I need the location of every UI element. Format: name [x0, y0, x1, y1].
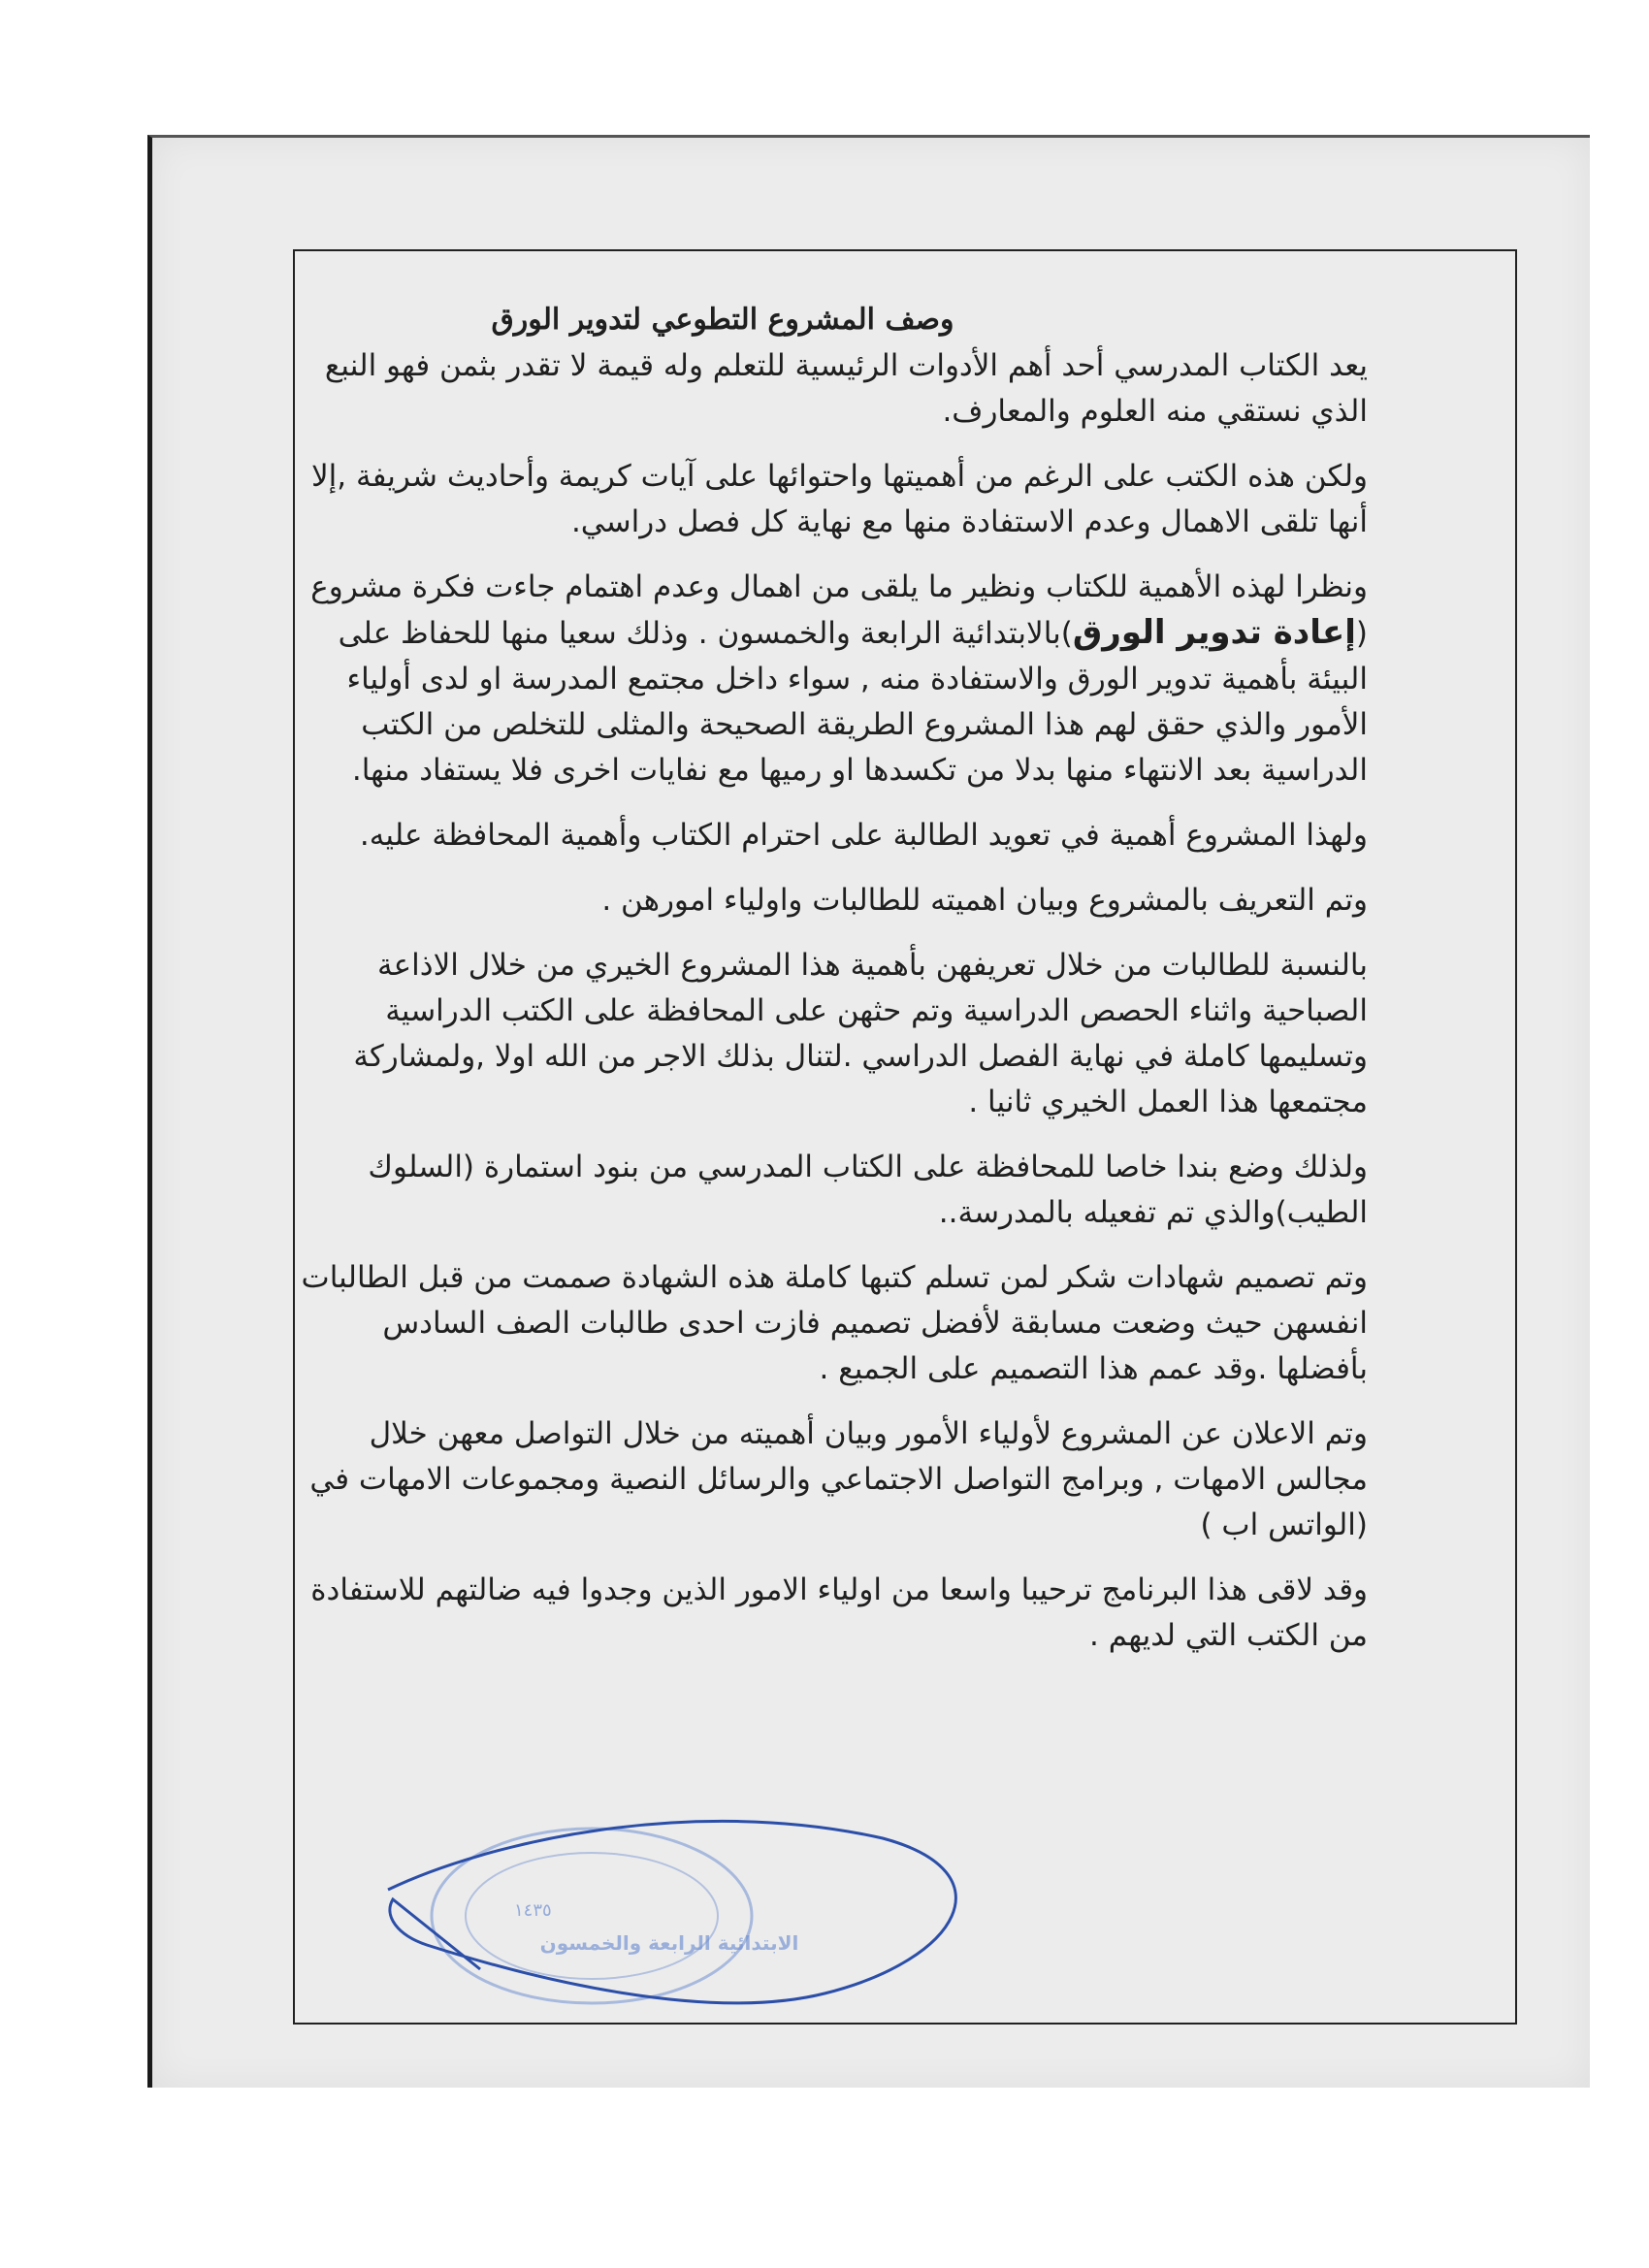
school-stamp — [369, 1804, 1009, 2076]
paragraph-10: وقد لاقى هذا البرنامج ترحيبا واسعا من اولياء الامور الذين وجدوا فيه ضالتهم للاستفادة من الكتب التي لديهم . — [310, 1572, 1368, 1653]
paragraph-3-intro: ونظرا لهذه الأهمية للكتاب ونظير ما يلقى من اهمال وعدم اهتمام جاءت فكرة مشروع ( — [310, 569, 1368, 651]
paragraph-1: يعد الكتاب المدرسي أحد أهم الأدوات الرئيسية للتعلم وله قيمة لا تقدر بثمن فهو النبع الذي نستقي منه العلوم والمعارف. — [324, 348, 1368, 429]
document-body — [291, 301, 1368, 1678]
stamp-inner-oval — [466, 1853, 718, 1979]
paragraph-3 — [291, 565, 1368, 794]
paragraph-7: ولذلك وضع بندا خاصا للمحافظة على الكتاب المدرسي من بنود استمارة (السلوك الطيب)والذي تم تفعيله بالمدرسة.. — [368, 1150, 1368, 1230]
paragraph-8: وتم تصميم شهادات شكر لمن تسلم كتبها كاملة هذه الشهادة صممت من قبل الطالبات انفسهن حيث وضعت مسابقة لأفضل تصميم فازت احدى طالبات الصف السادس بأفضلها .وقد عمم هذا التصميم على الجميع . — [301, 1260, 1368, 1386]
paragraph-3-continuation: للحفاظ على البيئة بأهمية تدوير الورق والاستفادة منه , سواء داخل مجتمع المدرسة او لدى أولياء الأمور والذي حقق لهم هذا المشروع الطريقة الصحيحة والمثلى للتخلص من الكتب الدراسية بعد الانتهاء منها بدلا من تكسدها او رميها مع نفايات اخرى فلا يستفاد منها. — [338, 616, 1368, 788]
stamp-year: ١٤٣٥ — [514, 1900, 552, 1921]
paragraph-2: ولكن هذه الكتب على الرغم من أهميتها واحتوائها على آيات كريمة وأحاديث شريفة ,إلا أنها تلقى الاهمال وعدم الاستفادة منها مع نهاية كل فصل دراسي. — [310, 459, 1368, 539]
stamp-school-line: الابتدائية الرابعة والخمسون — [539, 1931, 799, 1955]
paragraph-5: وتم التعريف بالمشروع وبيان اهميته للطالبات واولياء امورهن . — [601, 883, 1368, 918]
paragraph-9: وتم الاعلان عن المشروع لأولياء الأمور وبيان أهميته من خلال التواصل معهن خلال مجالس الامهات , وبرامج التواصل الاجتماعي والرسائل النصية ومجموعات الامهات في (الواتس اب ) — [309, 1416, 1368, 1542]
document-title: وصف المشروع التطوعي لتدوير الورق — [491, 303, 954, 337]
paragraph-4: ولهذا المشروع أهمية في تعويد الطالبة على احترام الكتاب وأهمية المحافظة عليه. — [359, 818, 1368, 853]
paragraph-3-outro: )بالابتدائية الرابعة والخمسون . وذلك سعيا منها — [501, 616, 1073, 651]
project-name: إعادة تدوير الورق — [1072, 613, 1356, 652]
paragraph-6: بالنسبة للطالبات من خلال تعريفهن بأهمية هذا المشروع الخيري من خلال الاذاعة الصباحية واثناء الحصص الدراسية وتم حثهن على المحافظة على الكتب الدراسية وتسليمها كاملة في نهاية الفصل الدراسي .لتنال بذلك الاجر من الله اولا ,ولمشاركة مجتمعها هذا العمل الخيري ثانيا . — [353, 948, 1368, 1119]
